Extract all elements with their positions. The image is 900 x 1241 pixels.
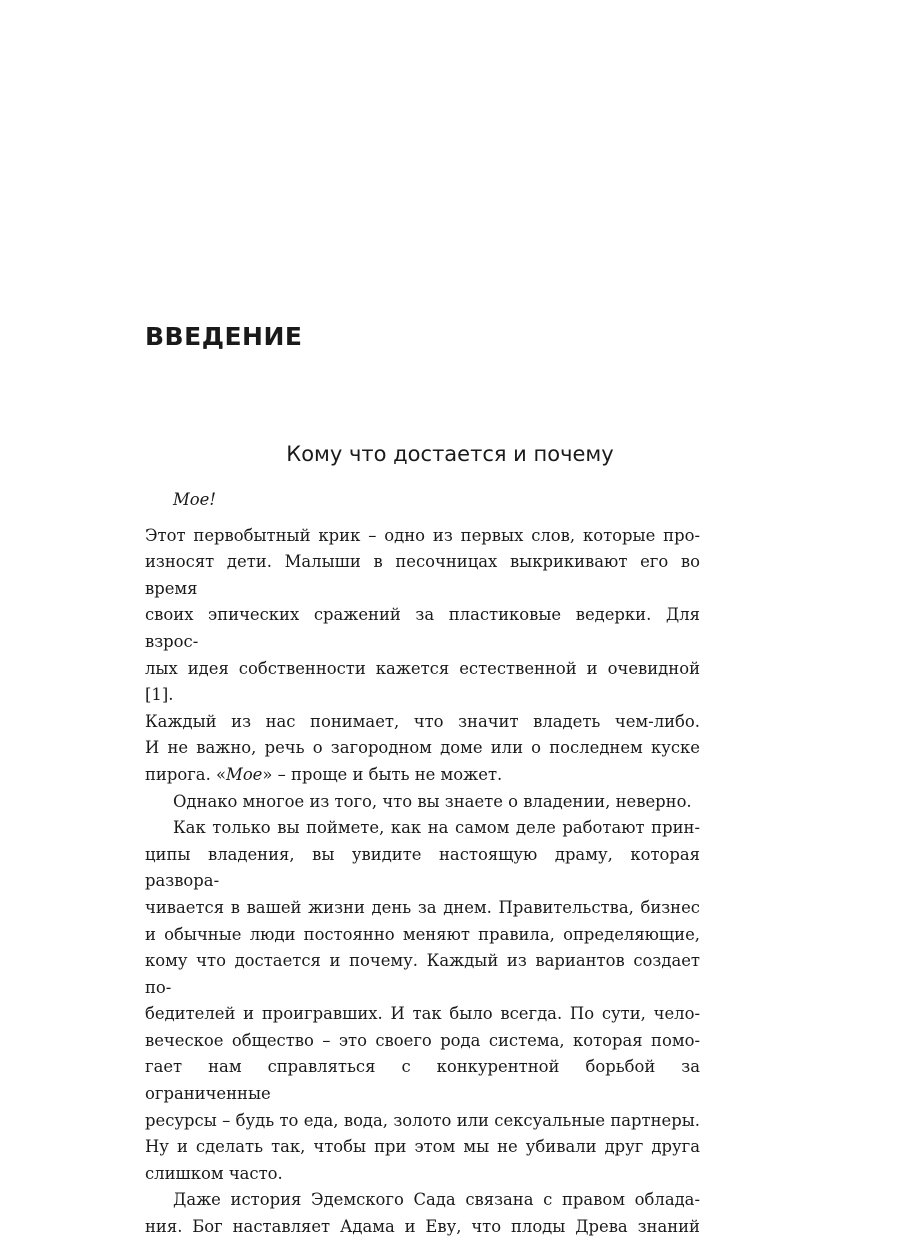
paragraph-1-line-7-start: пирога. « bbox=[145, 764, 227, 784]
paragraph-4 bbox=[145, 1187, 700, 1240]
paragraph-3-line-4: и обычные люди постоянно меняют правила, определяющие, bbox=[145, 924, 700, 944]
paragraph-4-line-2: ния. Бог наставляет Адама и Еву, что плоды Древа знаний bbox=[145, 1217, 700, 1237]
paragraph-3-line-1: Как только вы поймете, как на самом деле работают прин- bbox=[173, 818, 700, 838]
paragraph-1-line-3: своих эпических сражений за пластиковые ведерки. Для взрос- bbox=[145, 605, 700, 651]
paragraph-1-line-7 bbox=[145, 762, 700, 789]
paragraph-1-line-5: Каждый из нас понимает, что значит владеть чем-либо. bbox=[145, 711, 700, 731]
paragraph-3-line-3: чивается в вашей жизни день за днем. Правительства, бизнес bbox=[145, 897, 700, 917]
paragraph-3-line-5: кому что достается и почему. Каждый из вариантов создает по- bbox=[145, 951, 700, 997]
paragraph-2: Однако многое из того, что вы знаете о владении, неверно. bbox=[173, 791, 692, 811]
paragraph-1-line-4: лых идея собственности кажется естественной и очевидной [1]. bbox=[145, 658, 700, 705]
paragraph-1-line-1: Этот первобытный крик – одно из первых слов, которые про- bbox=[145, 525, 700, 545]
body-text bbox=[145, 487, 700, 1241]
paragraph-1 bbox=[145, 523, 700, 789]
chapter-title: ВВЕДЕНИЕ bbox=[145, 322, 303, 351]
section-title: Кому что достается и почему bbox=[286, 442, 614, 466]
paragraph-3-line-7: веческое общество – это своего рода система, которая помо- bbox=[145, 1030, 700, 1050]
paragraph-3 bbox=[145, 815, 700, 1187]
paragraph-3-line-9: ресурсы – будь то еда, вода, золото или сексуальные партнеры. bbox=[145, 1110, 700, 1130]
paragraph-1-line-7-end: » – проще и быть не может. bbox=[262, 764, 503, 784]
paragraph-3-line-6: бедителей и проигравших. И так было всегда. По сути, чело- bbox=[145, 1004, 700, 1024]
paragraph-1-emphasis: Мое bbox=[226, 764, 263, 784]
paragraph-3-line-10: Ну и сделать так, чтобы при этом мы не убивали друг друга bbox=[145, 1137, 700, 1157]
paragraph-1-line-2: износят дети. Малыши в песочницах выкрикивают его во время bbox=[145, 552, 700, 598]
paragraph-3-line-8: гает нам справляться с конкурентной борьбой за ограниченные bbox=[145, 1057, 700, 1104]
paragraph-3-line-2: ципы владения, вы увидите настоящую драму, которая развора- bbox=[145, 844, 700, 891]
paragraph-3-line-11: слишком часто. bbox=[145, 1163, 283, 1183]
epigraph: Мое! bbox=[173, 490, 216, 509]
paragraph-4-line-1: Даже история Эдемского Сада связана с правом облада- bbox=[173, 1190, 700, 1210]
paragraph-1-line-6: И не важно, речь о загородном доме или о последнем куске bbox=[145, 738, 700, 758]
